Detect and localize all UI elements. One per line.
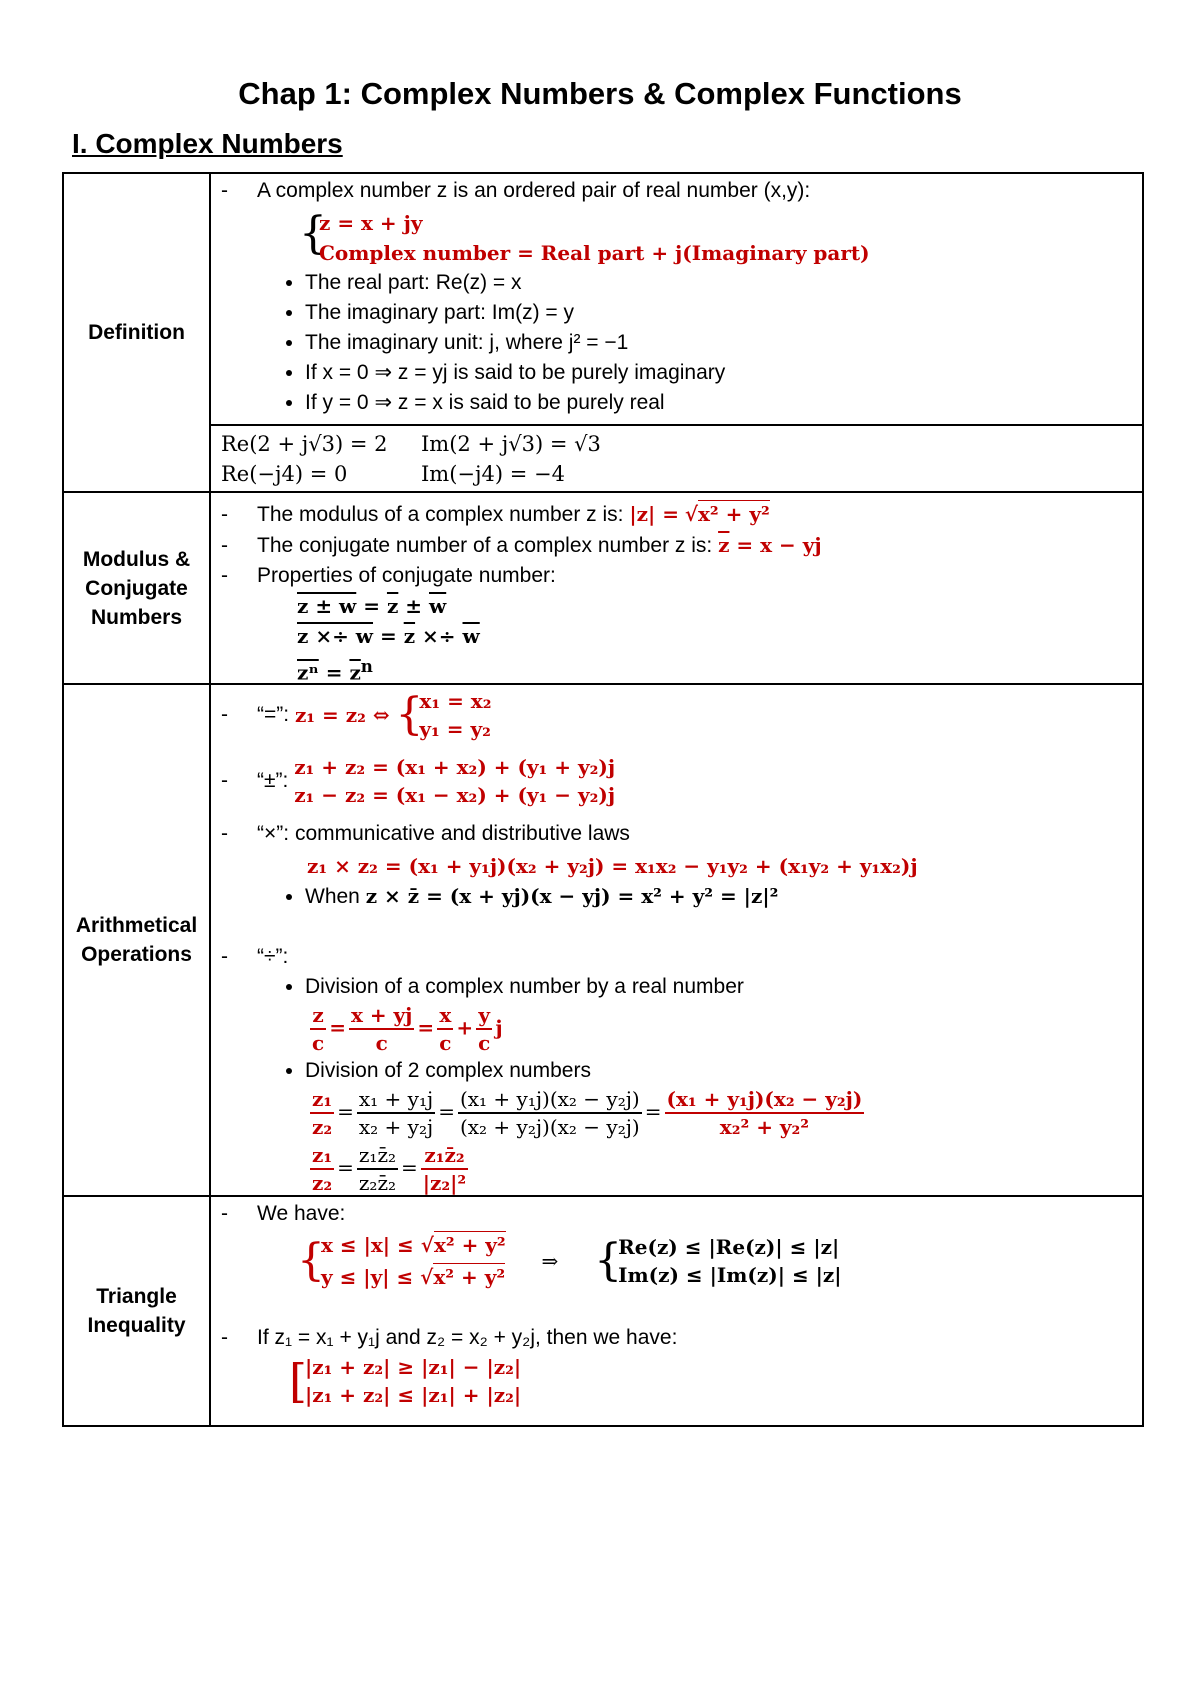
tri-t2: y ≤ |y| ≤ (321, 1265, 414, 1289)
definition-eq2: Complex number = Real part + j(Imaginary part) (319, 241, 870, 265)
list-item: • Division of a complex number by a real number (305, 972, 1132, 1002)
modulus-label-text: Modulus & Conjugate Numbers (82, 547, 191, 629)
tri-r1: Re(z) ≤ |Re(z)| ≤ |z| (618, 1235, 840, 1259)
summary-table (62, 172, 1144, 1427)
eq-r1: x₁ = x₂ (419, 689, 492, 713)
left-brace: { (299, 208, 327, 259)
div-label: “÷”: (257, 945, 289, 968)
frac-den: c (375, 1031, 388, 1055)
frac-num: y (476, 1002, 492, 1030)
frac-den: |z₂|² (422, 1171, 467, 1195)
mul-label: “×”: (257, 822, 290, 845)
prop2-lhs: z ×÷ w (297, 624, 374, 648)
frac-den: x₂ + y₂j (358, 1115, 434, 1139)
page-title: Chap 1: Complex Numbers & Complex Functions (238, 76, 962, 111)
div-bullets-1 (221, 972, 1132, 1002)
example-re2: Re(−j4) = 0 (221, 462, 348, 486)
mul-eq: z₁ × z₂ = (x₁ + y₁j)(x₂ + y₂j) = x₁x₂ − y₁y₂ + (x₁y₂ + y₁x₂)j (307, 854, 918, 878)
prop3-lhs: $\overline{z^n}$ (297, 660, 319, 685)
list-item: • If x = 0 ⇒ z = yj is said to be purely imaginary (305, 358, 1132, 388)
we-have: We have: (257, 1202, 346, 1225)
arith-row (63, 684, 1143, 1196)
triangle-cell: - We have: { x ≤ |x| ≤ √x² + y² y ≤ |y| ≤ √x² + y² ⇒ { Re(z) ≤ |Re(z)| ≤ |z| Im(z) ≤ |Im(z)| ≤ |z| - If z₁ = x₁ + y₁j and z₂ = x₂ + y₂j, then we have: [ |z₁ + z₂| ≥ |z₁| − |z₂| |z₁ + z₂| ≤ |z₁| + |z₂| (210, 1196, 1143, 1426)
eq-lhs: z₁ = z₂ ⇔ (294, 703, 390, 727)
frac-num: x + yj (349, 1002, 414, 1030)
example-im2: Im(−j4) = −4 (421, 462, 565, 486)
triangle-row (63, 1196, 1143, 1426)
mul-text: communicative and distributive laws (294, 822, 630, 845)
definition-example-cell (210, 425, 1143, 492)
frac-den: c (478, 1031, 491, 1055)
modulus-lhs: |z| = (629, 502, 679, 526)
left-brace: { (594, 1235, 623, 1286)
frac-den: (x₂ + y₂j)(x₂ − y₂j) (459, 1115, 640, 1139)
list-item: • The imaginary part: Im(z) = y (305, 298, 1132, 328)
definition-row (63, 173, 1143, 425)
left-bracket: [ (289, 1354, 307, 1408)
frac-den: z₂z̄₂ (358, 1171, 396, 1195)
prop2-z: $\overline{z}$ (403, 624, 416, 648)
frac-den: c (312, 1031, 325, 1055)
arith-label-text: Arithmetical Operations (75, 914, 198, 966)
prop1-lhs: z ± w (297, 594, 357, 618)
tri-i2: |z₁ + z₂| ≤ |z₁| + |z₂| (304, 1383, 522, 1407)
frac-num: (x₁ + y₁j)(x₂ − y₂j) (665, 1086, 865, 1114)
list-item: • Division of 2 complex numbers (305, 1056, 1132, 1086)
example-re1: Re(2 + j√3) = 2 (221, 432, 388, 456)
tri-rad1: x² + y² (433, 1233, 506, 1257)
frac-num: z₁ (310, 1086, 334, 1114)
mul-bullets (221, 881, 1132, 912)
modulus-radicand: x² + y² (697, 502, 770, 526)
list-item: • The imaginary unit: j, where j² = −1 (305, 328, 1132, 358)
frac-num: z (310, 1002, 326, 1030)
triangle-label-text: Triangle Inequality (87, 1285, 186, 1337)
tri-if: If z₁ = x₁ + y₁j and z₂ = x₂ + y₂j, then we have: (257, 1326, 678, 1349)
pm-label: “±”: (257, 769, 289, 792)
prop2-w: $\overline{w}$ (462, 624, 480, 648)
frac-num: z₁z̄₂ (357, 1142, 398, 1170)
frac-den: c (439, 1031, 452, 1055)
frac-den: z₂ (312, 1171, 333, 1195)
section-heading: I. Complex Numbers (72, 128, 343, 159)
prop1-z: $\overline{z}$ (386, 594, 399, 618)
pm-r2: z₁ − z₂ = (x₁ − x₂) + (y₁ − y₂)j (294, 783, 616, 807)
left-brace: { (297, 1235, 325, 1286)
conjugate-text: The conjugate number of a complex number z is: (257, 534, 713, 557)
implies-icon: ⇒ (541, 1249, 559, 1273)
example-im1: Im(2 + j√3) = √3 (421, 432, 601, 456)
sqrt-icon: √ (420, 1233, 434, 1257)
definition-eq1: z = x + jy (319, 211, 423, 235)
left-brace: { (395, 689, 424, 740)
definition-cell: - A complex number z is an ordered pair of real number (x,y): { z = x + jy Complex number = Real part + j(Imaginary part) • The real part: Re(z) = x • The imaginary part: Im(z) = y • The imaginary unit: j, where j² = −1 • If x = 0 ⇒ z = yj is said to be purely imaginary • If y = 0 ⇒ z = x is said to be purely real (210, 173, 1143, 425)
eq-r2: y₁ = y₂ (419, 717, 491, 741)
definition-intro: A complex number z is an ordered pair of real number (x,y): (257, 179, 811, 202)
tri-r2: Im(z) ≤ |Im(z)| ≤ |z| (618, 1263, 842, 1287)
frac-num: x (437, 1002, 453, 1030)
modulus-row (63, 492, 1143, 684)
div-bullets-2 (221, 1056, 1132, 1086)
frac-num: z₁z̄₂ (421, 1142, 468, 1170)
frac-num: z₁ (310, 1142, 334, 1170)
definition-bullets (221, 268, 1132, 418)
list-item (305, 881, 1132, 912)
frac-den: x₂² + y₂² (719, 1115, 810, 1139)
conjugate-z: $\overline{z}$ (718, 533, 730, 557)
arith-cell: - “=”: z₁ = z₂ ⇔ { x₁ = x₂ y₁ = y₂ - “±”: z₁ + z₂ = (x₁ + x₂) + (y₁ + y₂)j z₁ − z₂ = (x₁ − x₂) + (y₁ − y₂)j - “×”: communicative and distributive laws z₁ × z₂ = (x₁ + y₁j)(x₂ + y₂j) = x₁x₂ − y₁y₂ + (x₁y₂ + y₁x₂)j • When z × z̄ = (x + yj)(x − yj) = x² + y² = |z|² - “÷”: • Division of a complex number by a real number $\frac{z}{c}$ = $\frac{x + yj}{c}$ = $\frac{x}{c}$ + $\frac{y}{c}$ j • Division of 2 complex numbers $\frac{\text{z₁}}{\text{z₂}}$ = $\frac{\text{x₁ + y₁j}}{\text{x₂ + y₂j}}$ = $\frac{\text{(x₁ + y₁j)(x₂ − y₂j)}}{\text{(x₂ + y₂j)(x₂ − y₂j)}}$ = $\frac{\text{(x₁ + y₁j)(x₂ − y₂j)}}{\text{x₂² + y₂²}}$ $\frac{\text{z₁}}{\text{z₂}}$ = $\frac{\text{z₁z̄₂}}{\text{z₂z̄₂}}$ = $\frac{\text{z₁z̄₂}}{\text{|z₂|²}}$ (210, 684, 1143, 1196)
mul-when: When (305, 885, 360, 908)
prop3-z: $\overline{z}$ (349, 660, 361, 685)
mul-when-eq: z × z̄ = (x + yj)(x − yj) = x² + y² = |z|² (365, 884, 779, 908)
list-item: • The real part: Re(z) = x (305, 268, 1132, 298)
frac-num: x₁ + y₁j (357, 1086, 435, 1114)
properties-text: Properties of conjugate number: (257, 564, 556, 587)
frac-num: (x₁ + y₁j)(x₂ − y₂j) (458, 1086, 642, 1114)
triangle-label (63, 1196, 210, 1426)
prop1-w: $\overline{w}$ (429, 594, 447, 618)
tri-rad2: x² + y² (433, 1265, 506, 1289)
modulus-label (63, 492, 210, 684)
tri-t1: x ≤ |x| ≤ (321, 1233, 414, 1257)
modulus-text: The modulus of a complex number z is: (257, 503, 624, 526)
definition-example-row (63, 425, 1143, 492)
definition-label: Definition (63, 173, 210, 492)
modulus-cell: - The modulus of a complex number z is: |z| = √x² + y² - The conjugate number of a complex number z is: $\overline{z} = x$ − yj - Properties of conjugate number: $z \pm w = \overline{z} \pm \overline{w}$ $z \times\div w = \overline{z} \times\div \overline{w}$ $\overline{z^n} = \overline{z}^n$ (210, 492, 1143, 684)
pm-r1: z₁ + z₂ = (x₁ + x₂) + (y₁ + y₂)j (294, 755, 616, 779)
frac-den: z₂ (312, 1115, 333, 1139)
sqrt-icon: √ (684, 502, 698, 526)
conjugate-rest: = x − yj (729, 533, 822, 557)
eq-label: “=”: (257, 703, 290, 726)
list-item: • If y = 0 ⇒ z = x is said to be purely real (305, 388, 1132, 418)
sqrt-icon: √ (420, 1265, 434, 1289)
tri-i1: |z₁ + z₂| ≥ |z₁| − |z₂| (304, 1355, 522, 1379)
arith-label (63, 684, 210, 1196)
